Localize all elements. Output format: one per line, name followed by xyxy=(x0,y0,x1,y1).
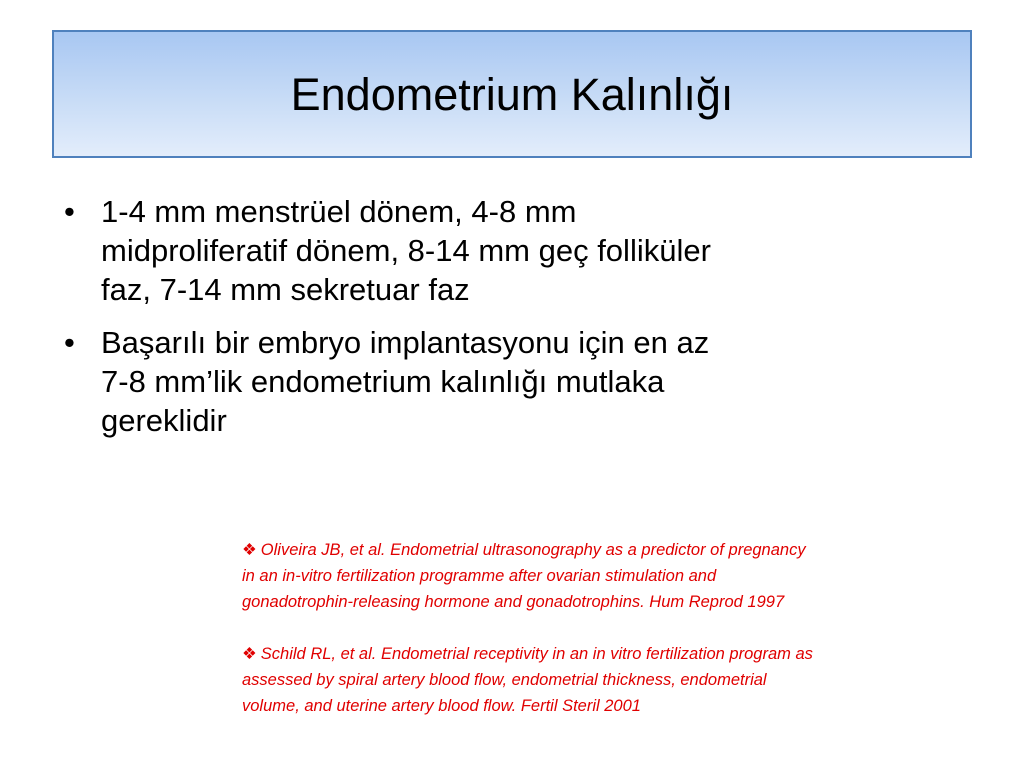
bullet-item-2 xyxy=(60,323,960,440)
bullet-list xyxy=(60,192,960,454)
bullet-line: gereklidir xyxy=(101,403,227,438)
bullet-line: 7-8 mm’lik endometrium kalınlığı mutlaka xyxy=(101,364,665,399)
bullet-line: Başarılı bir embryo implantasyonu için en az xyxy=(101,325,710,360)
diamond-bullet-icon: ❖ xyxy=(242,645,257,663)
bullet-line: 1-4 mm menstrüel dönem, 4-8 mm xyxy=(101,194,577,229)
bullet-icon: • xyxy=(64,194,75,229)
bullet-icon: • xyxy=(64,325,75,360)
reference-2 xyxy=(242,641,982,719)
reference-line: assessed by spiral artery blood flow, endometrial thickness, endometrial xyxy=(242,671,767,689)
reference-1 xyxy=(242,537,982,615)
bullet-line: midproliferatif dönem, 8-14 mm geç folliküler xyxy=(101,233,711,268)
reference-block xyxy=(242,537,982,719)
diamond-bullet-icon: ❖ xyxy=(242,541,257,559)
reference-line: in an in-vitro fertilization programme after ovarian stimulation and xyxy=(242,567,717,585)
title-box xyxy=(52,30,972,158)
reference-line: Oliveira JB, et al. Endometrial ultrasonography as a predictor of pregnancy xyxy=(260,541,806,559)
reference-line: gonadotrophin-releasing hormone and gonadotrophins. Hum Reprod 1997 xyxy=(242,593,785,611)
bullet-line: faz, 7-14 mm sekretuar faz xyxy=(101,272,470,307)
reference-line: volume, and uterine artery blood flow. Fertil Steril 2001 xyxy=(242,697,641,715)
bullet-item-1 xyxy=(60,192,960,309)
slide-title: Endometrium Kalınlığı xyxy=(290,68,734,120)
reference-line: Schild RL, et al. Endometrial receptivity in an in vitro fertilization program as xyxy=(260,645,813,663)
